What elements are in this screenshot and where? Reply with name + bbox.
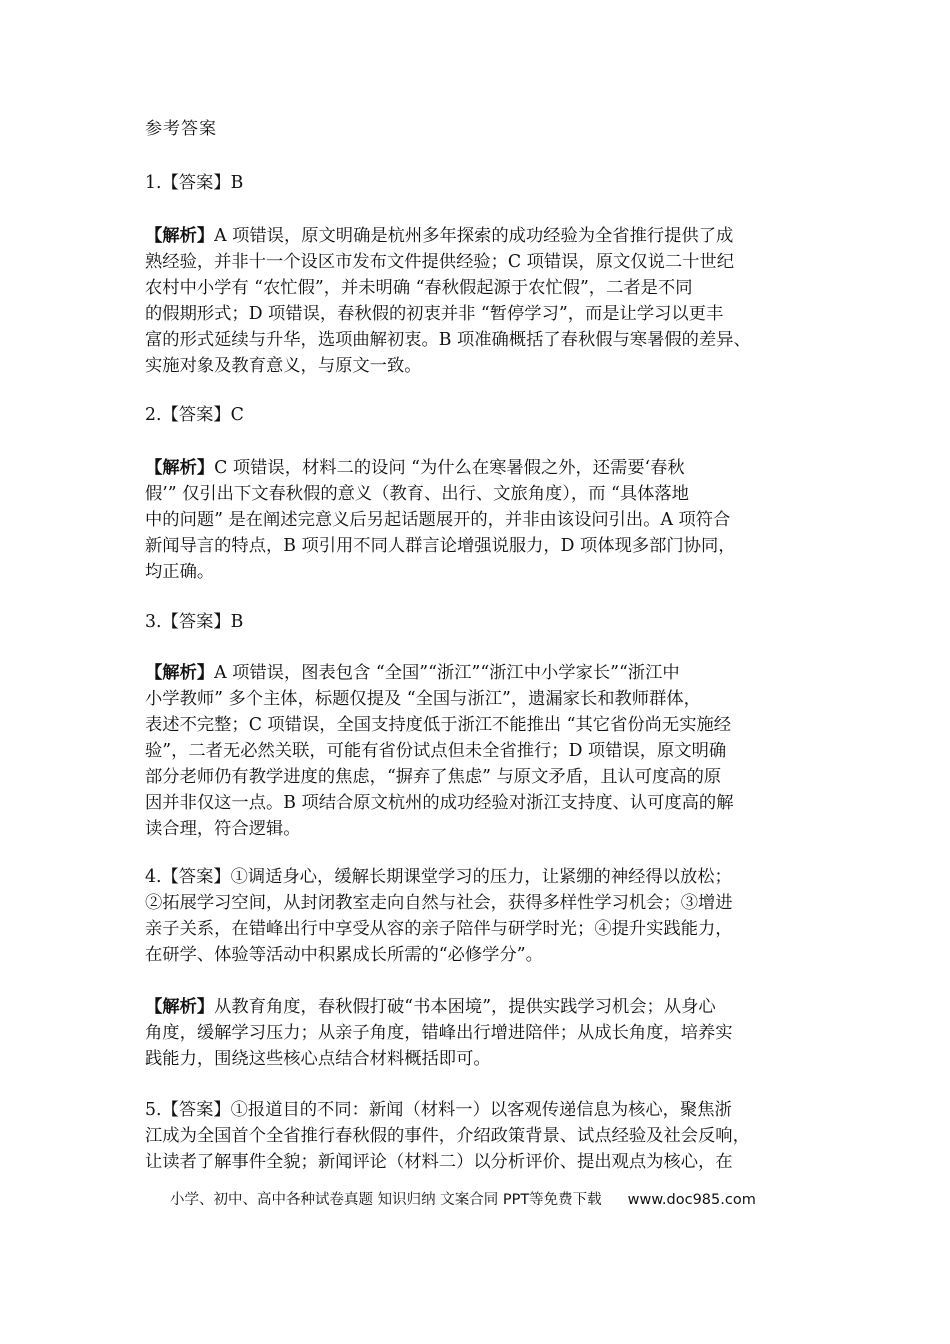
analysis-line: 读合理，符合逻辑。 <box>145 819 301 839</box>
analysis-label: 【解析】 <box>145 663 215 683</box>
answer-line: 江成为全国首个全省推行春秋假的事件，介绍政策背景、试点经验及社会反响， <box>145 1126 750 1146</box>
analysis-label: 【解析】 <box>145 226 215 246</box>
analysis-line: 小学教师” 多个主体，标题仅提及 “全国与浙江”，遗漏家长和教师群体， <box>145 689 701 709</box>
analysis-line: 验”，二者无必然关联，可能有省份试点但未全省推行；D 项错误，原文明确 <box>145 741 727 761</box>
footer-site-link[interactable]: www.doc985.com <box>627 1192 756 1208</box>
answer-value: C <box>230 405 244 425</box>
answer-line: 在研学、体验等活动中积累成长所需的“必修学分”。 <box>145 945 543 965</box>
answer-number: 1. <box>145 173 162 193</box>
analysis-line: A 项错误，原文明确是杭州多年探索的成功经验为全省推行提供了成 <box>214 226 734 246</box>
analysis-line: 从教育角度，春秋假打破“书本困境”，提供实践学习机会；从身心 <box>214 997 716 1017</box>
answer-1 <box>145 170 835 196</box>
analysis-line: 因并非仅这一点。B 项结合原文杭州的成功经验对浙江支持度、认可度高的解 <box>145 793 734 813</box>
answer-line: ②拓展学习空间，从封闭教室走向自然与社会，获得多样性学习机会；③增进 <box>145 893 733 913</box>
analysis-line: 践能力，围绕这些核心点结合材料概括即可。 <box>145 1049 491 1069</box>
analysis-line: 部分老师仍有教学进度的焦虑，“摒弃了焦虑” 与原文矛盾，且认可度高的原 <box>145 767 722 787</box>
answer-number: 4. <box>145 867 162 887</box>
analysis-3 <box>145 660 835 842</box>
analysis-line: 富的形式延续与升华，选项曲解初衷。B 项准确概括了春秋假与寒暑假的差异、 <box>145 330 751 350</box>
answer-label: 【答案】 <box>161 173 231 193</box>
analysis-line: C 项错误，材料二的设问 “为什么在寒暑假之外，还需要‘春秋 <box>214 458 685 478</box>
answer-line: ①报道目的不同：新闻（材料一）以客观传递信息为核心，聚焦浙 <box>230 1100 732 1120</box>
analysis-1 <box>145 223 835 379</box>
answer-4 <box>145 864 835 968</box>
footer-text: 小学、初中、高中各种试卷真题 知识归纳 文案合同 PPT等免费下载 <box>170 1192 602 1208</box>
analysis-line: A 项错误，图表包含 “全国”“浙江”“浙江中小学家长”“浙江中 <box>214 663 680 683</box>
answer-2 <box>145 402 835 428</box>
answer-number: 3. <box>145 612 162 632</box>
analysis-line: 的假期形式；D 项错误，春秋假的初衷并非 “暂停学习”，而是让学习以更丰 <box>145 304 724 324</box>
analysis-label: 【解析】 <box>145 458 215 478</box>
analysis-line: 新闻导言的特点，B 项引用不同人群言论增强说服力，D 项体现多部门协同， <box>145 536 736 556</box>
analysis-line: 实施对象及教育意义，与原文一致。 <box>145 356 422 376</box>
answer-5 <box>145 1097 835 1175</box>
answer-3 <box>145 609 835 635</box>
answer-value: B <box>230 612 244 632</box>
analysis-label: 【解析】 <box>145 997 215 1017</box>
answer-number: 2. <box>145 405 162 425</box>
answer-line: ①调适身心，缓解长期课堂学习的压力，让紧绷的神经得以放松； <box>230 867 732 887</box>
analysis-line: 熟经验，并非十一个设区市发布文件提供经验；C 项错误，原文仅说二十世纪 <box>145 252 734 272</box>
document-title: 参考答案 <box>145 119 217 139</box>
answer-line: 让读者了解事件全貌；新闻评论（材料二）以分析评价、提出观点为核心，在 <box>145 1152 733 1172</box>
answer-label: 【答案】 <box>161 867 231 887</box>
analysis-4 <box>145 994 835 1072</box>
analysis-line: 中的问题” 是在阐述完意义后另起话题展开的，并非由该设问引出。A 项符合 <box>145 510 731 530</box>
answer-value: B <box>230 173 244 193</box>
page-footer <box>170 1190 756 1210</box>
answer-label: 【答案】 <box>161 1100 231 1120</box>
analysis-2 <box>145 455 835 585</box>
analysis-line: 假’” 仅引出下文春秋假的意义（教育、出行、文旅角度），而 “具体落地 <box>145 484 689 504</box>
analysis-line: 农村中小学有 “农忙假”，并未明确 “春秋假起源于农忙假”，二者是不同 <box>145 278 693 298</box>
answer-label: 【答案】 <box>161 405 231 425</box>
analysis-line: 表述不完整；C 项错误，全国支持度低于浙江不能推出 “其它省份尚无实施经 <box>145 715 732 735</box>
answer-label: 【答案】 <box>161 612 231 632</box>
analysis-line: 均正确。 <box>145 562 215 582</box>
answer-number: 5. <box>145 1100 162 1120</box>
analysis-line: 角度，缓解学习压力；从亲子角度，错峰出行增进陪伴；从成长角度，培养实 <box>145 1023 733 1043</box>
answer-line: 亲子关系，在错峰出行中享受从容的亲子陪伴与研学时光；④提升实践能力， <box>145 919 733 939</box>
